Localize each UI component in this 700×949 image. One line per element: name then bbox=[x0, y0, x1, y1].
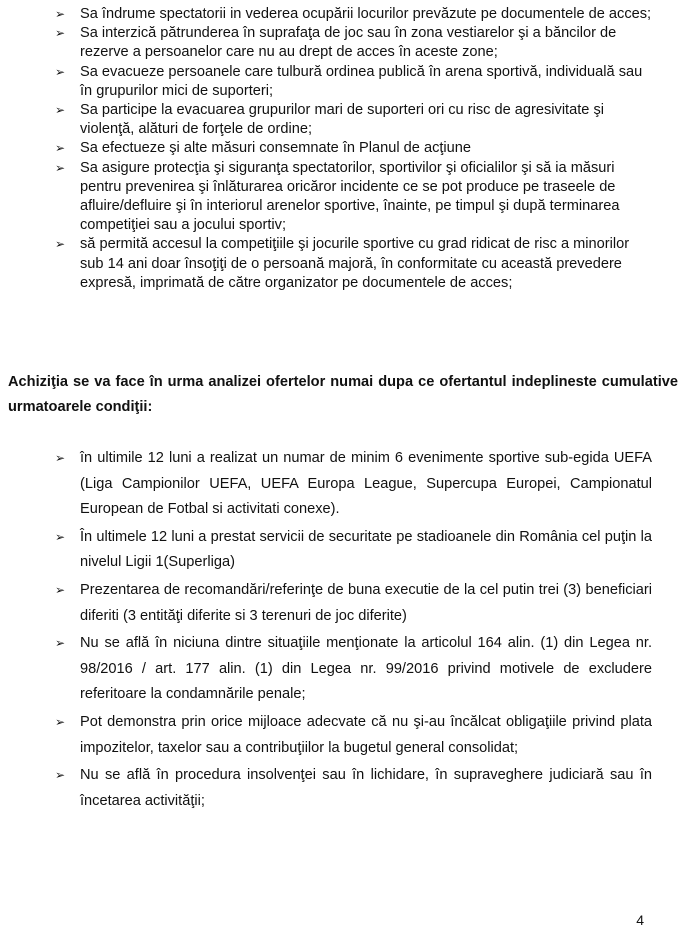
arrowhead-bullet-icon: ➢ bbox=[55, 636, 66, 651]
list-item bbox=[52, 631, 652, 708]
list-item bbox=[52, 578, 652, 629]
list-item bbox=[52, 101, 652, 139]
list-item-text: În ultimele 12 luni a prestat servicii de securitate pe stadioanele din România cel puţin la nivelul Ligii 1(Superliga) bbox=[80, 528, 652, 571]
arrowhead-bullet-icon: ➢ bbox=[55, 26, 66, 41]
list-item bbox=[52, 710, 652, 761]
arrowhead-bullet-icon: ➢ bbox=[55, 141, 66, 156]
arrowhead-bullet-icon: ➢ bbox=[55, 768, 66, 783]
list-item bbox=[52, 235, 652, 293]
list-item-text: Sa evacueze persoanele care tulbură ordinea publică în arena sportivă, individuală sau în grupurilor mici de suporteri; bbox=[80, 63, 643, 99]
arrowhead-bullet-icon: ➢ bbox=[55, 451, 66, 465]
list-item-text: Prezentarea de recomandări/referinţe de buna executie de la cel putin trei (3) beneficiari diferiti (3 entităţi diferite si 3 terenuri de joc diferite) bbox=[80, 581, 652, 624]
list-item-text: Sa asigure protecţia şi siguranţa spectatorilor, sportivilor şi oficialilor şi să ia măsuri pentru prevenirea şi înlăturarea oricăror incidente ce se pot produce pe traseele de afluire/defluire şi în interiorul arenelor sportive, înainte, pe timpul şi după terminarea competiţiei sau a jocului sportiv; bbox=[80, 159, 620, 234]
list-item-text: Sa interzică pătrunderea în suprafaţa de joc sau în zona vestiarelor şi a băncilor de rezerve a persoanelor care nu au drept de acces în aceste zone; bbox=[80, 25, 617, 61]
conditions-list bbox=[52, 446, 652, 816]
list-item bbox=[52, 24, 652, 62]
arrowhead-bullet-icon: ➢ bbox=[55, 714, 66, 729]
arrowhead-bullet-icon: ➢ bbox=[55, 529, 66, 544]
arrowhead-bullet-icon: ➢ bbox=[55, 582, 66, 597]
list-item bbox=[52, 139, 652, 158]
page-number: 4 bbox=[636, 912, 644, 928]
list-item-text: Sa îndrume spectatorii in vederea ocupării locurilor prevăzute pe documentele de acces; bbox=[80, 6, 652, 22]
list-item-text: Nu se află în niciuna dintre situaţiile menţionate la articolul 164 alin. (1) din Legea nr. 98/2016 / art. 177 alin. (1) din Legea nr. 99/2016 privind motivele de excludere referitoare la condamnările penale; bbox=[80, 635, 652, 703]
list-item-text: Sa efectueze şi alte măsuri consemnate în Planul de acţiune bbox=[80, 140, 472, 157]
list-item bbox=[52, 525, 652, 576]
list-item bbox=[52, 63, 652, 101]
list-item-text: Pot demonstra prin orice mijloace adecvate că nu şi-au încălcat obligaţiile privind plata impozitelor, taxelor sau a contribuţiilor la bugetul general consolidat; bbox=[80, 713, 652, 756]
list-item-text: să permită accesul la competiţiile şi jocurile sportive cu grad ridicat de risc a minorilor sub 14 ani doar însoţiţi de o persoană majoră, în conformitate cu această prevedere expresă, imprimată de către organizator pe documentele de acces; bbox=[80, 236, 630, 291]
list-item bbox=[52, 446, 652, 523]
arrowhead-bullet-icon: ➢ bbox=[55, 64, 66, 79]
duties-list bbox=[52, 5, 652, 293]
list-item-text: Sa participe la evacuarea grupurilor mari de suporteri ori cu risc de agresivitate şi violenţă, alături de forţele de ordine; bbox=[80, 102, 604, 138]
list-item-text: Nu se află în procedura insolvenţei sau în lichidare, în supraveghere judiciară sau în încetarea activităţii; bbox=[80, 767, 652, 809]
list-item bbox=[52, 5, 652, 24]
arrowhead-bullet-icon: ➢ bbox=[55, 237, 66, 252]
conditions-heading: Achiziţia se va face în urma analizei ofertelor numai dupa ce ofertantul indeplineste cumulative urmatoarele condiţii: bbox=[8, 374, 678, 415]
arrowhead-bullet-icon: ➢ bbox=[55, 160, 66, 175]
arrowhead-bullet-icon: ➢ bbox=[55, 103, 66, 118]
list-item bbox=[52, 159, 652, 236]
list-item-text: în ultimile 12 luni a realizat un numar de minim 6 evenimente sportive sub-egida UEFA (Liga Campionilor UEFA, UEFA Europa League, Supercupa Europei, Campionatul European de Fotbal si activitati conexe). bbox=[80, 450, 652, 518]
list-item bbox=[52, 763, 652, 814]
arrowhead-bullet-icon: ➢ bbox=[55, 7, 66, 21]
